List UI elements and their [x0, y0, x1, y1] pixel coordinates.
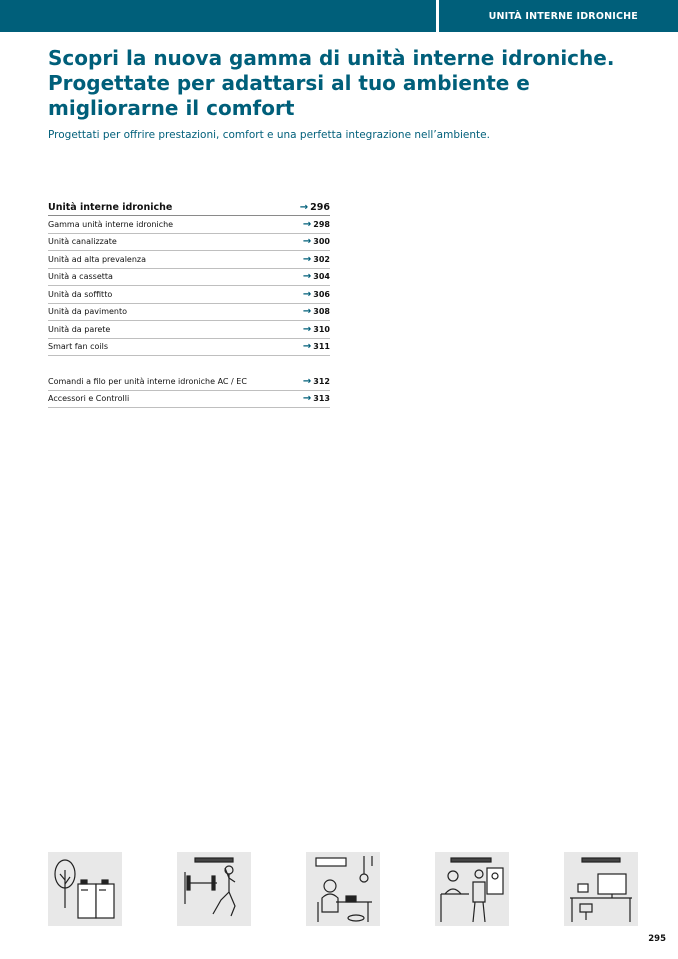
toc-label: Unità a cassetta	[48, 272, 113, 282]
toc-heading-label: Unità interne idroniche	[48, 202, 173, 213]
home-kitchen-icon	[306, 852, 380, 926]
toc-page-number: 300	[313, 237, 330, 247]
toc-row[interactable]	[48, 269, 330, 287]
arrow-right-icon: →	[302, 218, 312, 230]
arrow-right-icon: →	[302, 341, 312, 353]
application-icons-row	[48, 852, 638, 926]
arrow-right-icon: →	[302, 306, 312, 318]
toc-label: Unità canalizzate	[48, 237, 117, 247]
office-desk-icon	[564, 852, 638, 926]
arrow-right-icon: →	[302, 288, 312, 300]
toc-row[interactable]	[48, 216, 330, 234]
arrow-right-icon: →	[302, 253, 312, 265]
page-title: Scopri la nuova gamma di unità interne idroniche. Progettate per adattarsi al tuo ambiente e migliorarne il comfort	[48, 46, 615, 120]
table-of-contents	[48, 200, 330, 408]
toc-label: Accessori e Controlli	[48, 394, 130, 404]
toc-row[interactable]	[48, 321, 330, 339]
toc-page-number: 310	[313, 324, 330, 334]
arrow-right-icon: →	[302, 271, 312, 283]
reception-office-icon	[435, 852, 509, 926]
toc-row[interactable]	[48, 339, 330, 357]
toc-label: Unità ad alta prevalenza	[48, 254, 147, 264]
toc-page-number: 311	[313, 342, 330, 352]
toc-page-number: 304	[313, 272, 330, 282]
page-number: 295	[648, 934, 666, 944]
toc-row[interactable]	[48, 286, 330, 304]
toc-label: Smart fan coils	[48, 342, 108, 352]
arrow-right-icon: →	[302, 375, 312, 387]
arrow-right-icon: →	[302, 393, 312, 405]
toc-page-number: 302	[313, 254, 330, 264]
toc-label: Unità da pavimento	[48, 307, 128, 317]
toc-row[interactable]	[48, 304, 330, 322]
toc-spacer	[48, 356, 330, 373]
page-subtitle: Progettati per offrire prestazioni, comfort e una perfetta integrazione nell’ambiente.	[48, 129, 490, 141]
arrow-right-icon: →	[302, 323, 312, 335]
toc-label: Unità da soffitto	[48, 289, 113, 299]
arrow-right-icon: →	[299, 202, 309, 213]
toc-row[interactable]	[48, 391, 330, 409]
toc-page-number: 298	[313, 219, 330, 229]
section-title: UNITÀ INTERNE IDRONICHE	[488, 11, 638, 22]
gym-workout-icon	[177, 852, 251, 926]
toc-page-number: 312	[313, 376, 330, 386]
toc-page-number: 296	[310, 202, 330, 213]
toc-label: Unità da parete	[48, 324, 111, 334]
tree-with-units-icon	[48, 852, 122, 926]
toc-row[interactable]	[48, 234, 330, 252]
toc-row[interactable]	[48, 251, 330, 269]
toc-label: Gamma unità interne idroniche	[48, 219, 174, 229]
toc-label: Comandi a filo per unità interne idroniche AC / EC	[48, 376, 247, 386]
toc-page-number: 306	[313, 289, 330, 299]
toc-page-number: 308	[313, 307, 330, 317]
top-bar	[0, 0, 678, 32]
arrow-right-icon: →	[302, 236, 312, 248]
toc-page-number: 313	[313, 394, 330, 404]
toc-heading-row[interactable]	[48, 200, 330, 216]
header-divider	[436, 0, 439, 32]
toc-row[interactable]	[48, 373, 330, 391]
